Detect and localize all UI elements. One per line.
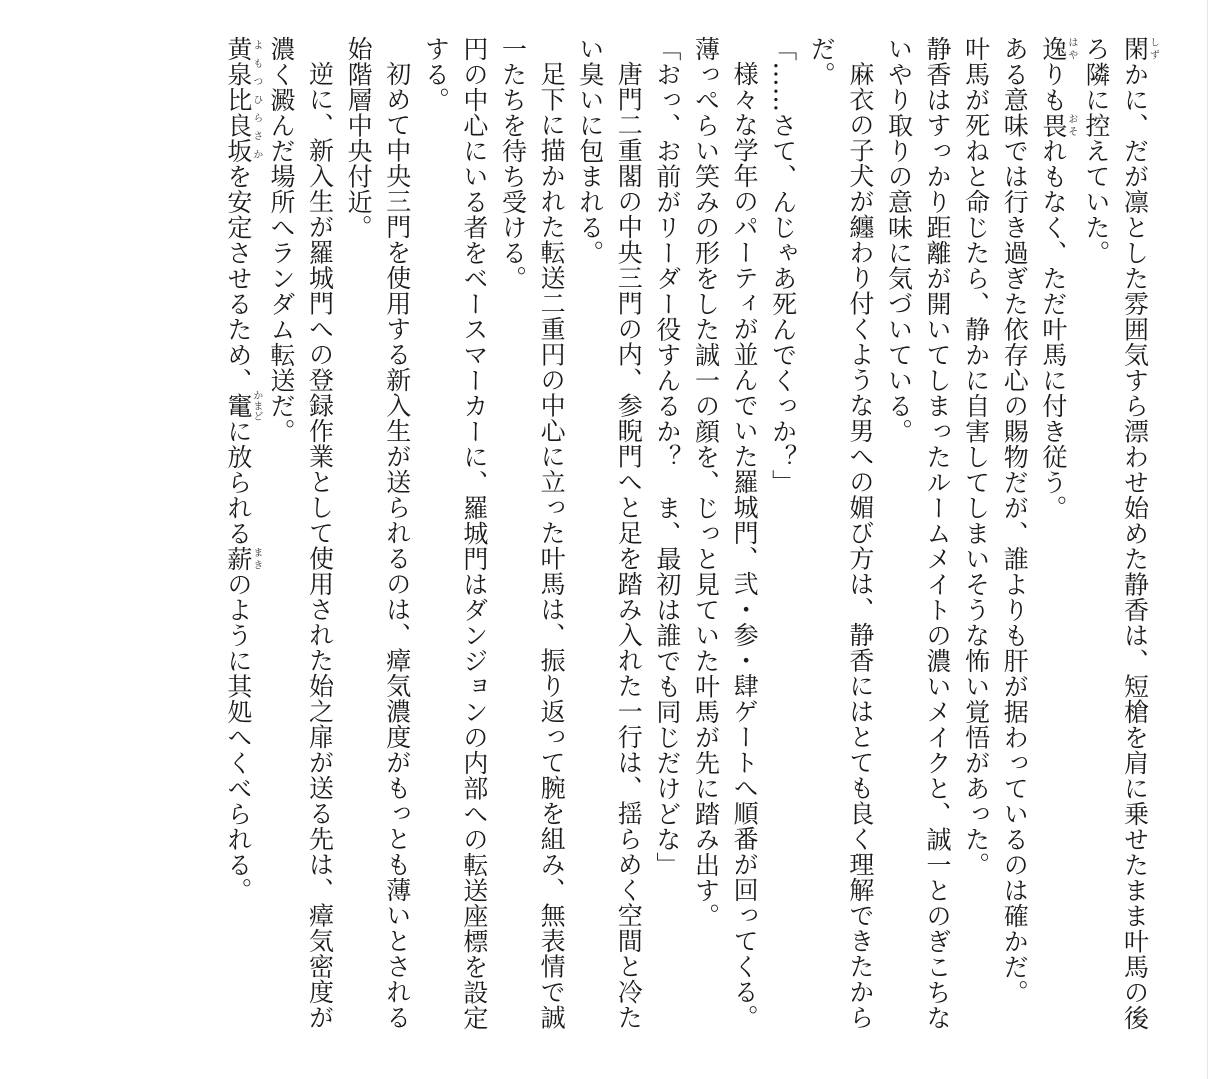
ruby-base-text: 畏 (1038, 112, 1068, 138)
paragraph-text: を安定させるため、 (223, 163, 253, 393)
paragraph (763, 36, 802, 1046)
paragraph-text: れもなく、ただ叶馬に付き従う。 (1038, 138, 1068, 521)
ruby-reading-text: しず (1147, 36, 1159, 62)
paragraph-text: 静香はすっかり距離が開いてしまったルームメイトの濃いメイクと、誠一とのぎこちないやり取りの意味に気づいている。 (884, 36, 953, 1031)
paragraph-text: に放られる (223, 418, 253, 546)
ruby-annotation (1120, 36, 1159, 62)
paragraph (218, 36, 261, 1046)
paragraph (339, 36, 416, 1046)
paragraph-text: 足下に描かれた転送二重円の中心に立った叶馬は、振り返って腕を組み、無表情で誠一たちを待ち受ける。 (498, 36, 567, 1030)
ruby-annotation (223, 36, 262, 164)
paragraph-text: りも (1038, 61, 1068, 113)
ruby-base-text: 薪 (223, 546, 253, 572)
paragraph (647, 36, 686, 1046)
paragraph-text: 「おっ、お前がリーダー役すんるか？ ま、最初は誰でも同じだけどな」 (652, 36, 682, 878)
paragraph-text: かに、だが凛とした雰囲気すら漂わせ始めた静香は、短槍を肩に乗せたまま叶馬の後ろ隣に控えていた。 (1081, 36, 1150, 1031)
paragraph (261, 36, 338, 1046)
ruby-annotation (1038, 112, 1077, 139)
paragraph-text: 麻衣の子犬が纏わり付くような男への媚び方は、静香にはとても良く理解できたからだ。 (807, 36, 875, 1030)
paragraph (879, 36, 956, 1046)
paragraph (493, 36, 570, 1046)
ruby-reading-text: はや (1065, 36, 1077, 62)
paragraph (956, 36, 995, 1046)
paragraph (686, 36, 725, 1046)
ruby-annotation (1038, 36, 1077, 62)
ruby-base-text: 閑 (1120, 36, 1150, 62)
ruby-reading-text: かまど (250, 390, 262, 422)
paragraph-text: 様々な学年のパーティが並んでいた羅城門、弐・参・肆ゲートへ順番が回ってくる。 (730, 61, 760, 1030)
paragraph (995, 36, 1034, 1046)
paragraph (416, 36, 493, 1046)
paragraph-text: のように其処へくべられる。 (223, 571, 253, 903)
paragraph (570, 36, 647, 1046)
paragraph-text: 薄っぺらい笑みの形をした誠一の顔を、じっと見ていた叶馬が先に踏み出す。 (691, 36, 721, 929)
paragraph (1033, 36, 1076, 1046)
ruby-annotation (223, 546, 262, 572)
paragraph-text: 叶馬が死ねと命じたら、静かに自害してしまいそうな怖い覚悟があった。 (961, 36, 991, 878)
ruby-base-text: 竃 (223, 390, 253, 422)
ruby-reading-text: おそ (1065, 112, 1077, 138)
ruby-reading-text: よもつひらさか (250, 36, 262, 164)
vertical-text-body (218, 36, 1158, 1046)
paragraph (1076, 36, 1158, 1046)
paragraph-text: 円の中心にいる者をベースマーカーに、羅城門はダンジョンの内部への転送座標を設定する。 (421, 36, 489, 1031)
paragraph-text: 初めて中央三門を使用する新入生が送られるのは、瘴気濃度がもっとも薄いとされる始階層中央付近。 (344, 36, 412, 1030)
paragraph (724, 36, 763, 1046)
paragraph (802, 36, 879, 1046)
paragraph-text: 唐門二重閣の中央三門の内、参睨門へと足を踏み入れた一行は、揺らめく空間と冷たい臭いに包まれる。 (575, 36, 644, 1030)
paragraph-text: ある意味では行き過ぎた依存心の賜物だが、誰よりも肝が据わっているのは確かだ。 (1000, 36, 1030, 1005)
ruby-base-text: 黄泉比良坂 (223, 36, 253, 164)
paragraph-text: 逆に、新入生が羅城門への登録作業として使用された始之扉が送る先は、瘴気密度が濃く澱んだ場所へランダム転送だ。 (266, 36, 335, 1030)
ruby-reading-text: まき (250, 546, 262, 572)
ruby-base-text: 逸 (1038, 36, 1068, 62)
ruby-annotation (223, 390, 262, 422)
paragraph-text: 「……さて、んじゃあ死んでくっか？」 (768, 36, 798, 495)
